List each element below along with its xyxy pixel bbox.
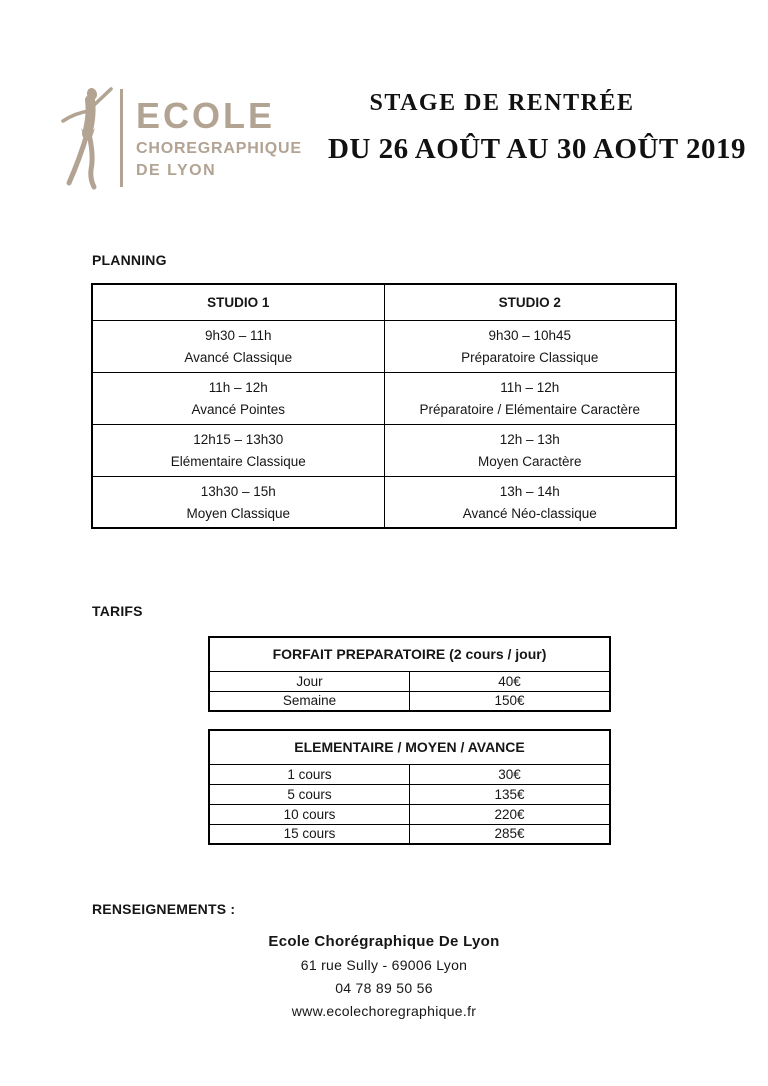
planning-cell bbox=[384, 320, 676, 372]
planning-cell bbox=[384, 476, 676, 528]
logo-name-ecole: ECOLE bbox=[136, 94, 276, 136]
slot-time: 9h30 – 11h bbox=[204, 327, 272, 343]
tarif-header-row bbox=[209, 637, 610, 671]
tarif-cours-table bbox=[208, 729, 611, 845]
table-row bbox=[92, 372, 676, 424]
slot-time: 9h30 – 10h45 bbox=[488, 327, 572, 343]
planning-cell bbox=[384, 424, 676, 476]
slot-course: Moyen Classique bbox=[186, 505, 291, 521]
table-row bbox=[209, 671, 610, 691]
table-row bbox=[209, 784, 610, 804]
document-title: STAGE DE RENTRÉE bbox=[369, 90, 635, 116]
planning-cell bbox=[384, 372, 676, 424]
planning-col-studio1: STUDIO 1 bbox=[92, 284, 384, 320]
tarif-label: 15 cours bbox=[209, 824, 410, 844]
table-row bbox=[92, 476, 676, 528]
tarif-label: 5 cours bbox=[209, 784, 410, 804]
tarif-header-row bbox=[209, 730, 610, 764]
planning-cell bbox=[92, 320, 384, 372]
logo-divider bbox=[120, 89, 123, 187]
slot-course: Avancé Pointes bbox=[191, 402, 286, 417]
slot-time: 13h30 – 15h bbox=[200, 483, 276, 499]
planning-section-label: PLANNING bbox=[92, 252, 167, 268]
tarif-price: 285€ bbox=[410, 824, 611, 844]
school-logo bbox=[60, 86, 302, 190]
tarif-price: 135€ bbox=[410, 784, 611, 804]
slot-course: Avancé Néo-classique bbox=[462, 505, 597, 521]
renseignements-section-label: RENSEIGNEMENTS : bbox=[92, 901, 236, 917]
planning-cell bbox=[92, 476, 384, 528]
planning-header-row bbox=[92, 284, 676, 320]
planning-col-studio2: STUDIO 2 bbox=[384, 284, 676, 320]
tarif-forfait-table bbox=[208, 636, 611, 712]
contact-phone: 04 78 89 50 56 bbox=[335, 980, 433, 996]
slot-time: 11h – 12h bbox=[208, 379, 268, 395]
document-subtitle-dates: DU 26 AOÛT AU 30 AOÛT 2019 bbox=[328, 133, 746, 165]
tarif-label: 10 cours bbox=[209, 804, 410, 824]
planning-cell bbox=[92, 372, 384, 424]
tarif-price: 150€ bbox=[410, 691, 611, 711]
tarif-label: Semaine bbox=[209, 691, 410, 711]
table-row bbox=[209, 764, 610, 784]
table-row bbox=[92, 320, 676, 372]
contact-address: 61 rue Sully - 69006 Lyon bbox=[300, 957, 468, 973]
planning-table bbox=[91, 283, 677, 529]
slot-course: Avancé Classique bbox=[184, 350, 293, 365]
table-row bbox=[209, 824, 610, 844]
slot-time: 12h – 13h bbox=[499, 431, 560, 447]
tarif-cours-header: ELEMENTAIRE / MOYEN / AVANCE bbox=[209, 730, 610, 764]
table-row bbox=[209, 804, 610, 824]
slot-course: Préparatoire Classique bbox=[461, 350, 599, 365]
logo-name-de-lyon: DE LYON bbox=[136, 161, 217, 179]
contact-school-name: Ecole Chorégraphique De Lyon bbox=[268, 933, 500, 950]
slot-time: 12h15 – 13h30 bbox=[193, 431, 284, 447]
slot-course: Préparatoire / Elémentaire Caractère bbox=[419, 402, 641, 417]
planning-cell bbox=[92, 424, 384, 476]
tarifs-section-label: TARIFS bbox=[92, 603, 143, 619]
table-row bbox=[92, 424, 676, 476]
tarif-price: 40€ bbox=[410, 671, 611, 691]
contact-block bbox=[0, 933, 768, 1026]
tarif-forfait-header: FORFAIT PREPARATOIRE (2 cours / jour) bbox=[209, 637, 610, 671]
logo-wordmark bbox=[136, 94, 302, 179]
contact-website: www.ecolechoregraphique.fr bbox=[291, 1003, 477, 1019]
slot-time: 11h – 12h bbox=[500, 379, 560, 395]
slot-course: Elémentaire Classique bbox=[170, 454, 306, 469]
table-row bbox=[209, 691, 610, 711]
slot-course: Moyen Caractère bbox=[477, 454, 582, 469]
slot-time: 13h – 14h bbox=[499, 483, 560, 499]
dancer-icon bbox=[60, 86, 118, 190]
tarif-label: Jour bbox=[209, 671, 410, 691]
tarif-label: 1 cours bbox=[209, 764, 410, 784]
tarif-price: 220€ bbox=[410, 804, 611, 824]
logo-name-choregraphique: CHOREGRAPHIQUE bbox=[136, 139, 302, 157]
tarif-price: 30€ bbox=[410, 764, 611, 784]
